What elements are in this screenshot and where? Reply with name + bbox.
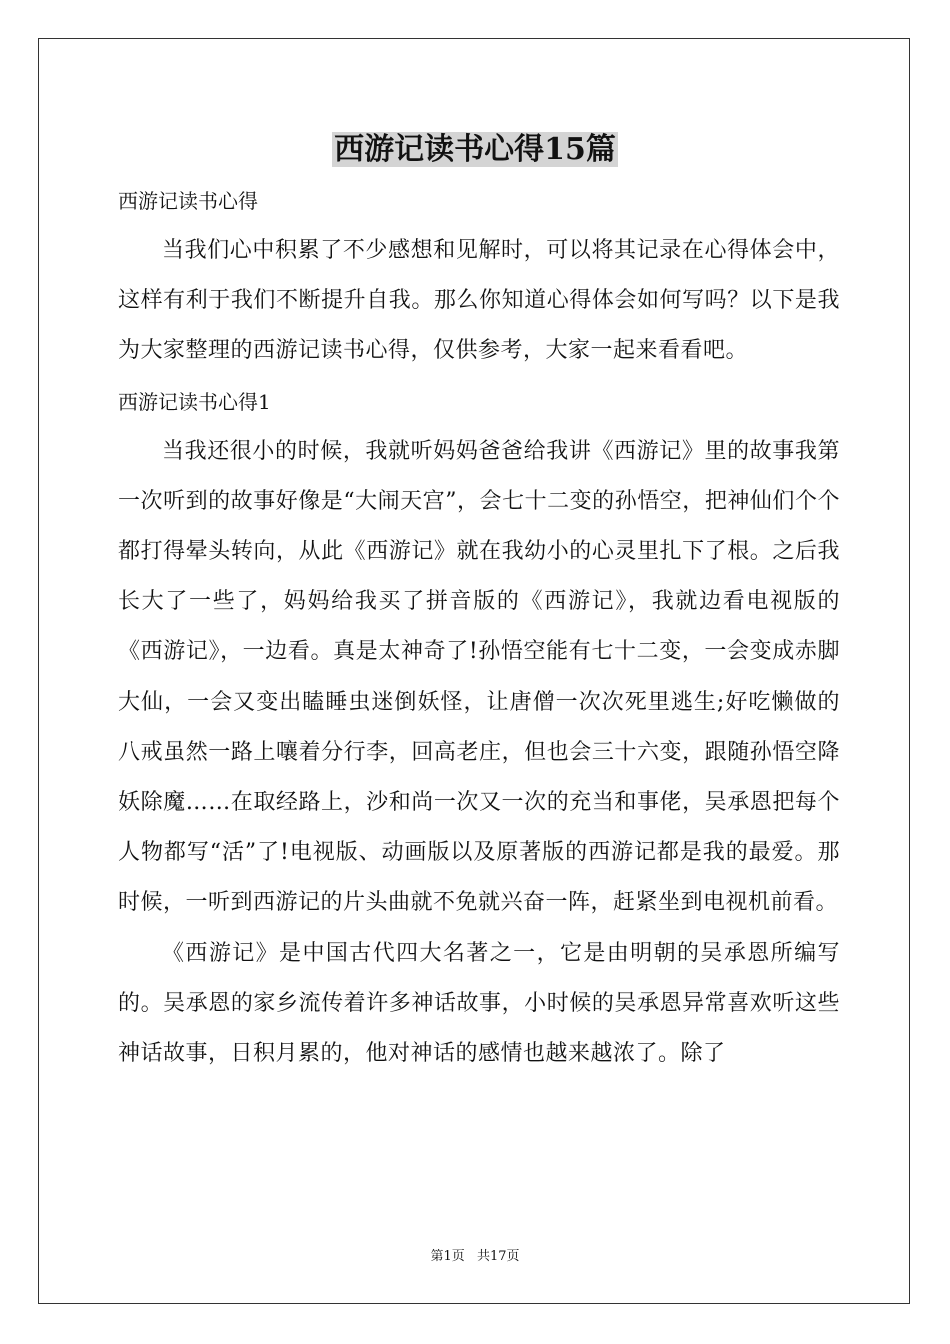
intro-heading: 西游记读书心得: [118, 189, 258, 213]
section-1-heading: 西游记读书心得1: [118, 389, 271, 414]
section-1-paragraph-2: 《西游记》是中国古代四大名著之一，它是由明朝的吴承恩所编写的。吴承恩的家乡流传着许多神话故事，小时候的吴承恩异常喜欢听这些神话故事，日积月累的，他对神话的感情也越来越浓了。除了: [118, 940, 840, 1067]
document-title: [0, 128, 950, 172]
document-title-text: 西游记读书心得15篇: [334, 132, 616, 167]
page-total: 共17页: [476, 1249, 520, 1264]
page-footer: [0, 1247, 950, 1267]
page-number: 第1页: [430, 1249, 465, 1264]
intro-paragraph: 当我们心中积累了不少感想和见解时，可以将其记录在心得体会中，这样有利于我们不断提升自我。那么你知道心得体会如何写吗？以下是我为大家整理的西游记读书心得，仅供参考，大家一起来看看吧。: [118, 238, 840, 364]
document-body: [118, 176, 840, 1079]
section-1-paragraph-1: 当我还很小的时候，我就听妈妈爸爸给我讲《西游记》里的故事我第一次听到的故事好像是“大闹天宫”，会七十二变的孙悟空，把神仙们个个都打得晕头转向，从此《西游记》就在我幼小的心灵里扎下了根。之后我长大了一些了，妈妈给我买了拼音版的《西游记》，我就边看电视版的《西游记》，一边看。真是太神奇了!孙悟空能有七十二变，一会变成赤脚大仙，一会又变出瞌睡虫迷倒妖怪，让唐僧一次次死里逃生;好吃懒做的八戒虽然一路上嚷着分行李，回高老庄，但也会三十六变，跟随孙悟空降妖除魔……在取经路上，沙和尚一次又一次的充当和事佬，吴承恩把每个人物都写“活”了!电视版、动画版以及原著版的西游记都是我的最爱。那时候，一听到西游记的片头曲就不免就兴奋一阵，赶紧坐到电视机前看。: [118, 438, 840, 916]
